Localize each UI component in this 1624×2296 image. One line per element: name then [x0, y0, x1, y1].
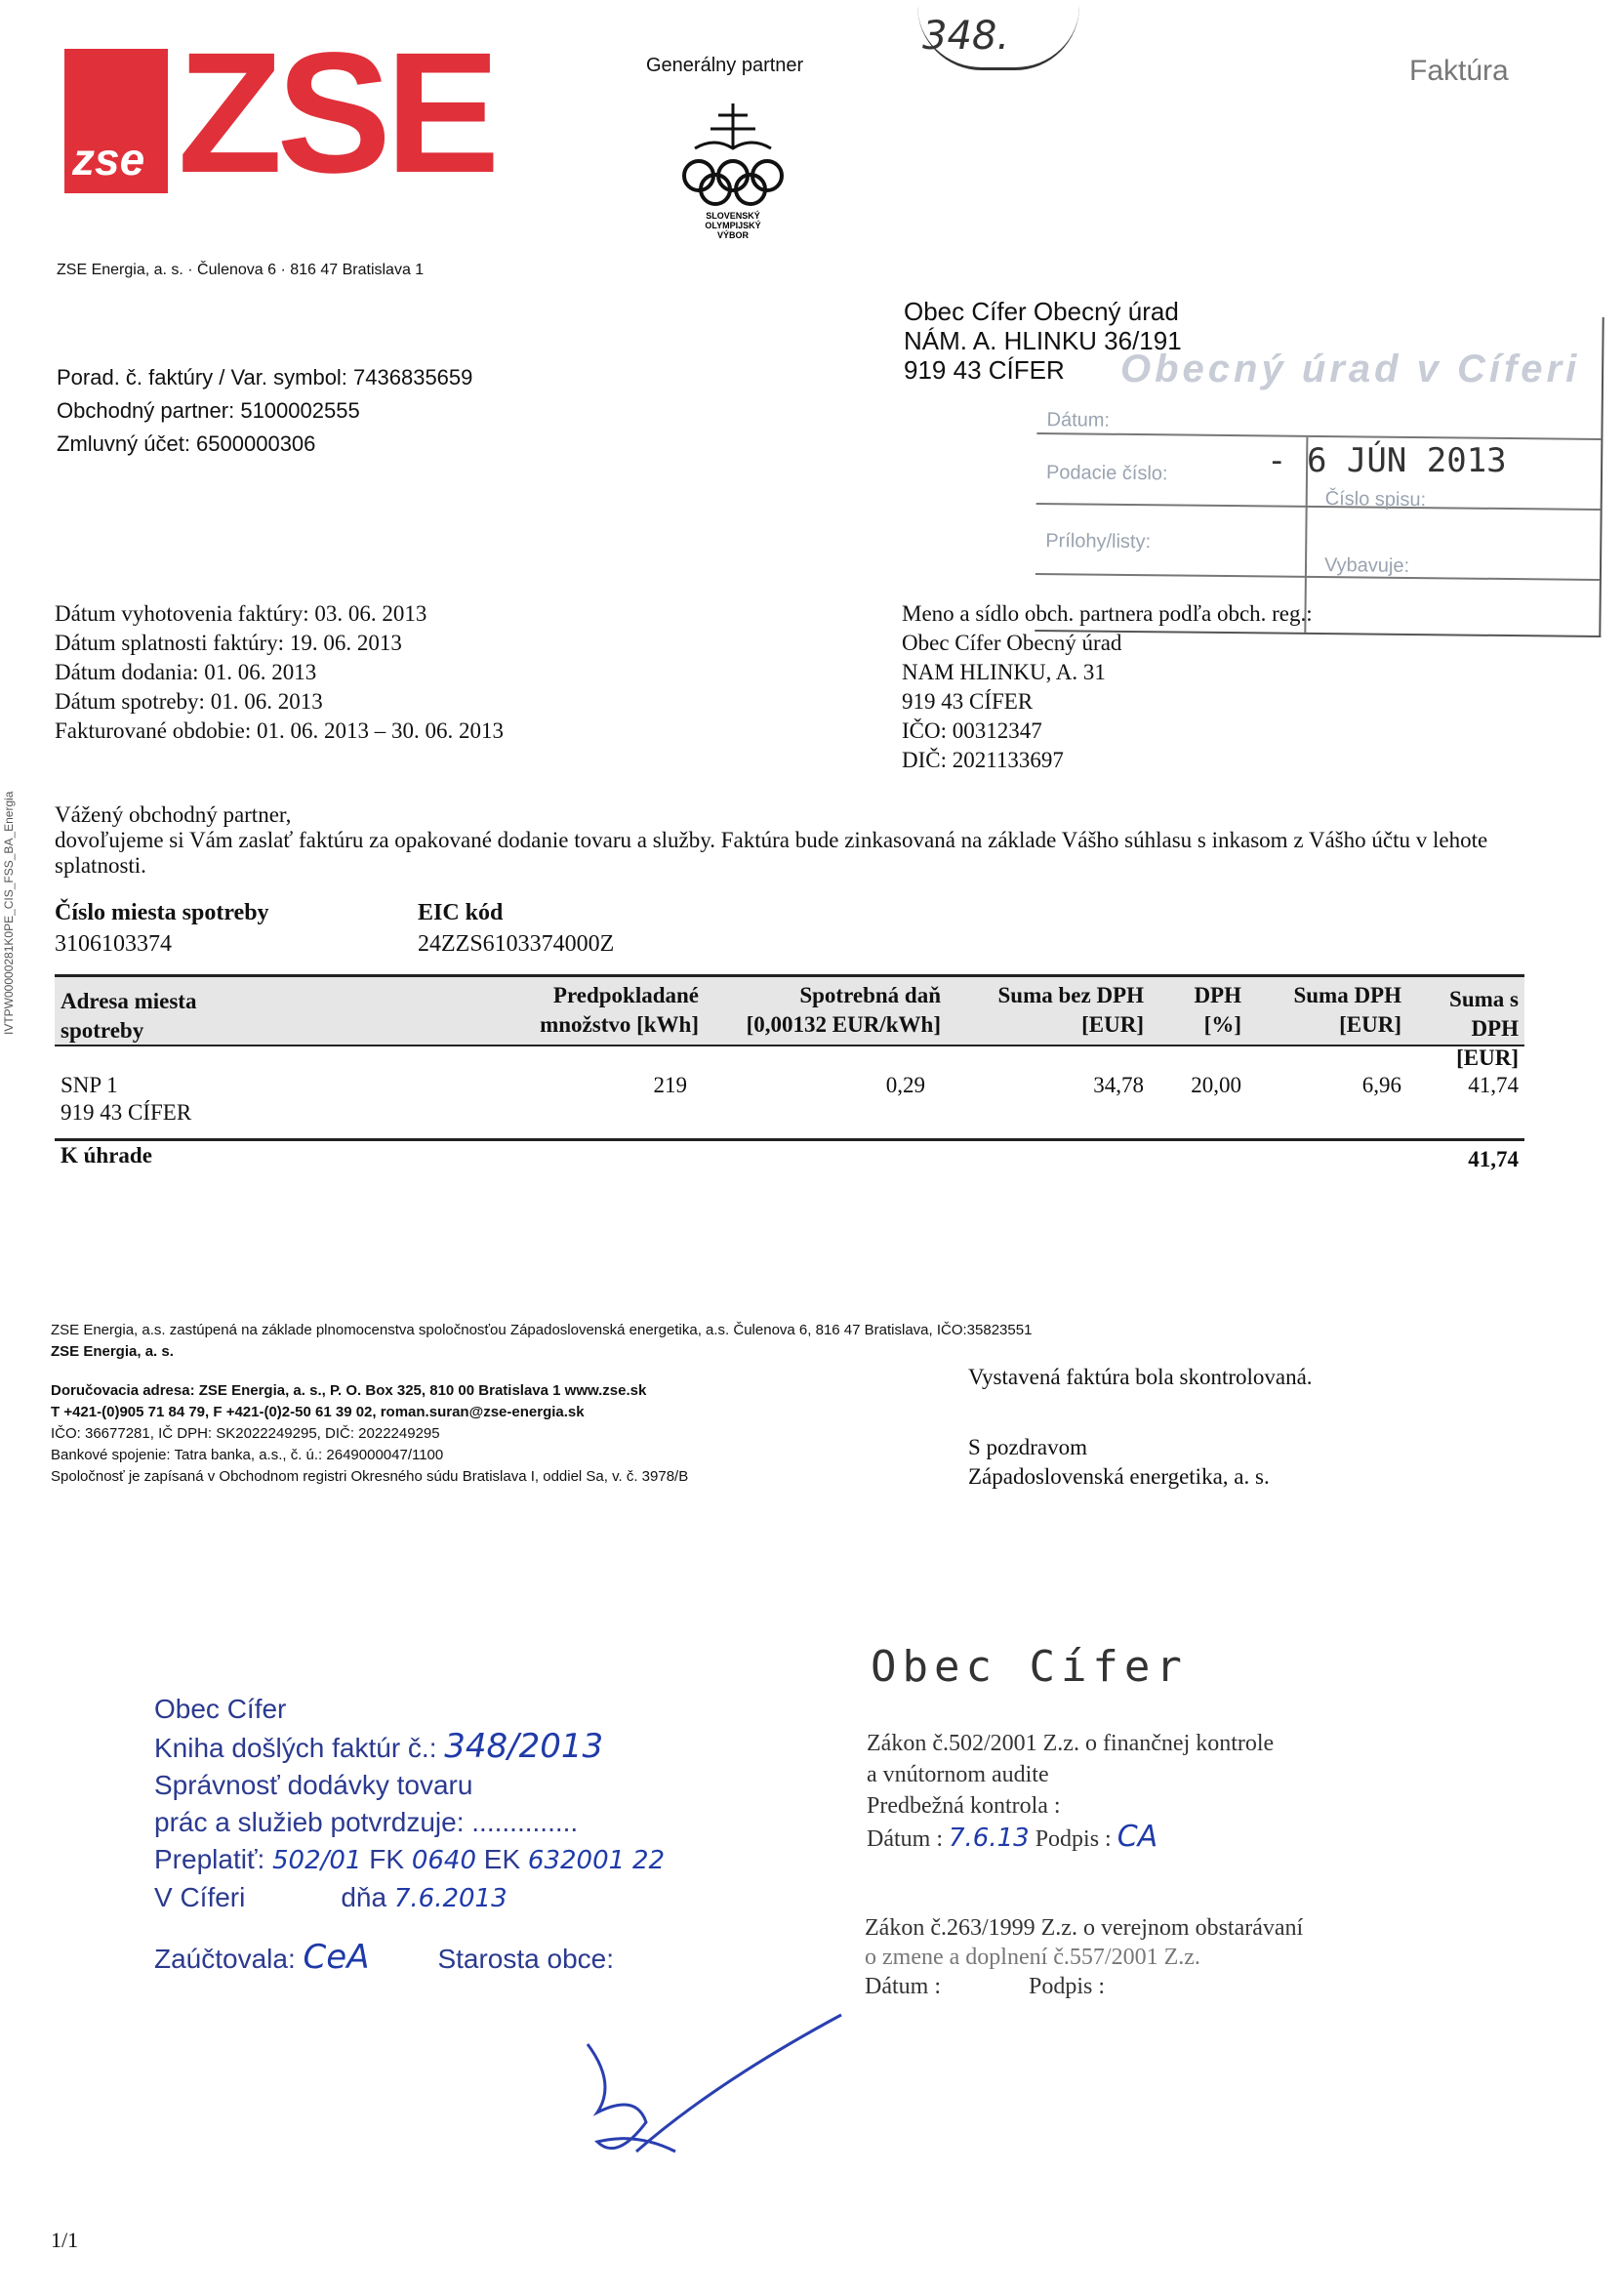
stamp-book-number: 348/2013 — [444, 1727, 604, 1766]
greeting: Vážený obchodný partner, — [55, 802, 292, 827]
stamp-book-line — [154, 1728, 665, 1767]
row-address-line1: SNP 1 — [61, 1073, 118, 1097]
emblem-text-2: OLYMPIJSKÝ — [705, 221, 761, 230]
table-row — [55, 1046, 1524, 1138]
stamp-pay-code-a: 502/01 — [272, 1846, 362, 1875]
recipient-city: 919 43 CÍFER — [904, 355, 1065, 385]
stamp-accounted-label: Zaúčtovala: — [154, 1944, 296, 1974]
stamp-delivery-line: Správnosť dodávky tovaru — [154, 1770, 473, 1800]
header-quantity-line1: Predpokladané — [552, 983, 699, 1007]
intro-text — [55, 802, 1538, 879]
page-number: 1/1 — [51, 2228, 79, 2252]
header-net-line2: [EUR] — [1081, 1012, 1144, 1037]
procurement-date-line — [865, 1972, 1303, 2001]
header-address — [61, 987, 196, 1046]
stamp-attachments-label: Prílohy/listy: — [1045, 530, 1152, 554]
sender-address: ZSE Energia, a. s. · Čulenova 6 · 816 47 Bratislava 1 — [57, 262, 425, 278]
regards-line2: Západoslovenská energetika, a. s. — [968, 1464, 1270, 1489]
regards — [968, 1433, 1270, 1492]
control-date-line — [867, 1822, 1274, 1855]
stamp-accounted-sign: CeA — [303, 1938, 370, 1977]
stamp-confirm-line: prác a služieb potvrdzuje: .............. — [154, 1807, 579, 1837]
emblem-text-1: SLOVENSKÝ — [706, 211, 760, 221]
invoice-table — [55, 974, 1524, 1171]
stamp-pay-label: Preplatiť: — [154, 1844, 272, 1874]
header-quantity — [513, 981, 699, 1040]
stamp-divider — [1035, 573, 1600, 581]
procurement-sign-label: Podpis : — [1029, 1974, 1106, 1999]
header-tax-line2: [0,00132 EUR/kWh] — [746, 1012, 941, 1037]
control-law-2: a vnútornom audite — [867, 1762, 1049, 1787]
header-net-line1: Suma bez DPH — [997, 983, 1144, 1007]
header-gross-line2: [EUR] — [1456, 1046, 1519, 1070]
olympic-committee-emblem — [675, 86, 791, 246]
control-sign-value: CA — [1116, 1820, 1158, 1854]
registry-ico: IČO: 00312347 — [902, 718, 1042, 743]
zse-logo-mark: zse — [72, 134, 145, 184]
legal-bank: Bankové spojenie: Tatra banka, a.s., č. ú.: 2649000047/1100 — [51, 1447, 444, 1463]
row-net: 34,78 — [1093, 1073, 1144, 1097]
document-type: Faktúra — [1409, 55, 1509, 87]
registry-street: NAM HLINKU, A. 31 — [902, 660, 1106, 684]
partner-registry — [902, 599, 1313, 775]
procurement-law-2: o zmene a doplnení č.557/2001 Z.z. — [865, 1945, 1200, 1970]
business-partner-number: Obchodný partner: 5100002555 — [57, 398, 360, 423]
row-address-line2: 919 43 CÍFER — [61, 1100, 192, 1125]
stamp-place-line — [154, 1879, 665, 1917]
invoice-number: Porad. č. faktúry / Var. symbol: 7436835659 — [57, 365, 473, 390]
regards-line1: S pozdravom — [968, 1435, 1088, 1459]
invoice-identifiers — [57, 361, 472, 461]
registry-heading: Meno a sídlo obch. partnera podľa obch. reg.: — [902, 601, 1313, 626]
legal-registry: Spoločnosť je zapísaná v Obchodnom registri Okresného súdu Bratislava I, oddiel Sa, v. č. 3978/B — [51, 1468, 689, 1485]
registry-dic: DIČ: 2021133697 — [902, 748, 1064, 772]
control-preliminary: Predbežná kontrola : — [867, 1793, 1061, 1819]
legal-ids: IČO: 36677281, IČ DPH: SK2022249295, DIČ: 2022249295 — [51, 1425, 440, 1442]
consumption-place-label: Číslo miesta spotreby — [55, 900, 269, 925]
eic-label: EIC kód — [418, 900, 504, 925]
control-date-label: Dátum : — [867, 1826, 949, 1852]
stamp-day-label: dňa — [341, 1882, 394, 1912]
control-law: Zákon č.502/2001 Z.z. o finančnej kontrole — [867, 1731, 1275, 1756]
stamp-handles-label: Vybavuje: — [1323, 554, 1410, 577]
recipient-name: Obec Cífer Obecný úrad — [904, 297, 1179, 326]
stamp-accounted-line — [154, 1939, 665, 1978]
stamp-filing-number-label: Podacie číslo: — [1045, 462, 1168, 485]
mayor-signature — [578, 2005, 851, 2181]
registry-name: Obec Cífer Obecný úrad — [902, 631, 1122, 655]
stamp-pay-line — [154, 1841, 665, 1879]
header-vat — [1241, 981, 1401, 1040]
checked-note: Vystavená faktúra bola skontrolovaná. — [968, 1365, 1313, 1389]
delivery-date: Dátum dodania: 01. 06. 2013 — [55, 660, 317, 684]
invoice-dates — [55, 599, 504, 746]
legal-company: ZSE Energia, a. s. — [51, 1343, 174, 1360]
registry-city: 919 43 CÍFER — [902, 689, 1034, 714]
table-header — [55, 974, 1524, 1070]
stamp-divider — [1036, 432, 1601, 440]
legal-represented: ZSE Energia, a.s. zastúpená na základe plnomocenstva spoločnosťou Západoslovenská energetika, a.s. Čulenova 6, 816 47 Bratislava, IČO:35823551 — [51, 1322, 1033, 1338]
stamp-title: Obecný úrad v Cíferi — [1120, 348, 1581, 390]
eic-value: 24ZZS6103374000Z — [418, 931, 615, 957]
row-vat: 6,96 — [1361, 1073, 1401, 1097]
header-vat-line1: Suma DPH — [1293, 983, 1401, 1007]
legal-contact: T +421-(0)905 71 84 79, F +421-(0)2-50 61 39 02, roman.suran@zse-energia.sk — [51, 1404, 585, 1420]
row-address — [61, 1072, 191, 1127]
header-address-line2: spotreby — [61, 1018, 144, 1043]
recipient-street: NÁM. A. HLINKU 36/191 — [904, 326, 1182, 355]
row-tax: 0,29 — [885, 1073, 925, 1097]
header-tax-line1: Spotrebná daň — [799, 983, 941, 1007]
side-document-code: IVTPW00000281K0PE_CIS_FSS_BA_Energia — [2, 791, 16, 1035]
stamp-file-number-label: Číslo spisu: — [1324, 488, 1427, 512]
header-address-line1: Adresa miesta — [61, 989, 197, 1013]
issue-date: Dátum vyhotovenia faktúry: 03. 06. 2013 — [55, 601, 427, 626]
stamp-pay-code-d: 22 — [631, 1846, 666, 1875]
header-gross-line1: Suma s DPH — [1449, 987, 1519, 1041]
stamp-divider — [1036, 503, 1601, 511]
zse-logo: ZSE — [178, 18, 495, 209]
row-gross: 41,74 — [1468, 1073, 1519, 1097]
total-label: K úhrade — [61, 1143, 152, 1168]
control-sign-label: Podpis : — [1029, 1826, 1117, 1852]
legal-delivery: Doručovacia adresa: ZSE Energia, a. s., P. O. Box 325, 810 00 Bratislava 1 www.zse.sk — [51, 1382, 647, 1399]
total-value: 41,74 — [1468, 1147, 1519, 1171]
header-vat-rate-line1: DPH — [1194, 983, 1241, 1007]
header-quantity-line2: množstvo [kWh] — [540, 1012, 699, 1037]
stamp-pay-code-b: 0640 — [411, 1846, 476, 1875]
stamp-pay-code-c: 632001 — [527, 1846, 626, 1875]
consumption-place-value: 3106103374 — [55, 931, 172, 957]
recipient-address — [904, 297, 1182, 385]
general-partner-label: Generálny partner — [646, 55, 804, 76]
stamp-day-value: 7.6.2013 — [393, 1884, 508, 1913]
header-net — [943, 981, 1144, 1040]
row-quantity: 219 — [653, 1073, 687, 1097]
control-date-value: 7.6.13 — [949, 1824, 1030, 1853]
legal-info — [51, 1320, 1032, 1488]
header-vat-line2: [EUR] — [1339, 1012, 1401, 1037]
control-stamp-title: Obec Cífer — [871, 1642, 1188, 1692]
stamp-date-label: Dátum: — [1046, 409, 1111, 431]
stamp-municipality: Obec Cífer — [154, 1694, 287, 1724]
due-date: Dátum splatnosti faktúry: 19. 06. 2013 — [55, 631, 402, 655]
financial-control-stamp — [867, 1728, 1274, 1855]
emblem-text-3: VÝBOR — [716, 230, 750, 240]
intro-body: dovoľujeme si Vám zaslať faktúru za opakované dodanie tovaru a služby. Faktúra bude zinkasovaná na základe Vášho súhlasu s inkasom z Vášho účtu v lehote splatnosti. — [55, 828, 1488, 878]
stamp-pay-fk: FK — [361, 1844, 412, 1874]
handwritten-invoice-number: 348. — [922, 14, 1010, 59]
header-vat-rate-line2: [%] — [1203, 1012, 1241, 1037]
stamp-book-label: Kniha došlých faktúr č.: — [154, 1733, 445, 1763]
contract-account: Zmluvný účet: 6500000306 — [57, 431, 316, 456]
header-tax — [699, 981, 941, 1040]
consumption-date: Dátum spotreby: 01. 06. 2013 — [55, 689, 323, 714]
stamp-date: - 6 JÚN 2013 — [1267, 441, 1507, 480]
stamp-place: V Cíferi — [154, 1882, 246, 1912]
table-total — [55, 1138, 1524, 1171]
procurement-law: Zákon č.263/1999 Z.z. o verejnom obstarávaní — [865, 1915, 1304, 1941]
procurement-stamp — [865, 1913, 1303, 2001]
stamp-mayor-label: Starosta obce: — [437, 1944, 615, 1974]
stamp-pay-ek: EK — [476, 1844, 528, 1874]
header-vat-rate — [1144, 981, 1241, 1040]
procurement-date-label: Dátum : — [865, 1974, 941, 1999]
row-vat-rate: 20,00 — [1191, 1073, 1241, 1097]
billing-period: Fakturované obdobie: 01. 06. 2013 – 30. 06. 2013 — [55, 718, 504, 743]
invoice-book-stamp — [154, 1691, 665, 1978]
